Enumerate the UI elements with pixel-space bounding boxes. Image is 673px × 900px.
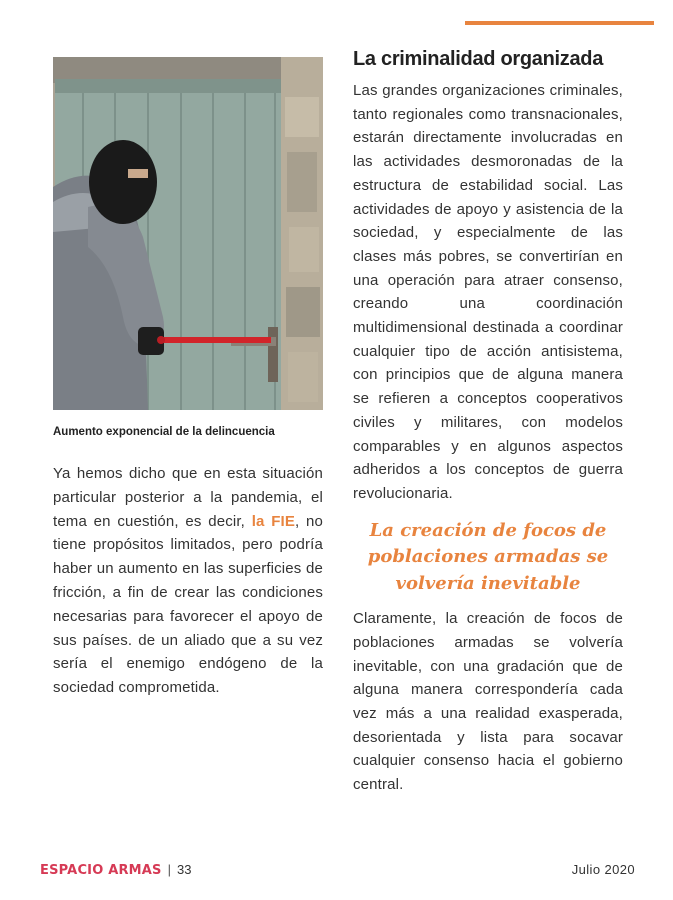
page-number: 33 — [177, 862, 192, 877]
highlight-term: la FIE — [251, 512, 295, 530]
paragraph-text-after: , no tiene propósitos limitados, pero podría haber un aumento en las superficies de fricción, a fin de crear las condiciones necesarias para favorecer el apoyo de sus países. de un aliado que a su vez sería el enemigo endógeno de la sociedad comprometida. — [53, 512, 323, 697]
photo-caption: Aumento exponencial de la delincuencia — [53, 426, 275, 438]
top-accent-rule — [465, 21, 654, 25]
footer-left — [40, 862, 191, 878]
magazine-name: ESPACIO ARMAS — [40, 863, 162, 878]
body-paragraph-2: Claramente, la creación de focos de poblaciones armadas se volvería inevitable, con una gradación que de alguna manera correspondería cada vez más a una realidad exasperada, desorientada y lista para socavar cualquier consenso hacia el gobierno central. — [353, 610, 623, 794]
issue-date: Julio 2020 — [571, 862, 635, 877]
article-photo — [53, 57, 323, 410]
body-paragraph-1: Las grandes organizaciones criminales, tanto regionales como transnacionales, estarán directamente involucradas en las actividades desmoronadas de la estructura de estabilidad social. Las actividades de apoyo y asistencia de la sociedad, y especialmente de las clases más pobres, se convertirían en una operación para atraer consenso, creando una coordinación multidimensional destinada a coordinar cualquier tipo de acción antisistema, con principios que de alguna manera se refieren a conceptos cooperativos civiles y militares, con modelos comparables y en algunos aspectos adheridos a los conceptos de guerra revolucionaria. — [353, 82, 623, 502]
right-column — [353, 48, 623, 797]
footer-separator: | — [167, 862, 172, 877]
section-title: La criminalidad organizada — [353, 48, 604, 70]
pull-quote: La creación de focos de poblaciones armadas se volvería inevitable — [367, 519, 609, 594]
left-column-paragraph — [53, 462, 323, 700]
burglar-photo-illustration — [53, 57, 323, 410]
paragraph-text-before: Ya hemos dicho que en esta situación particular posterior a la pandemia, el tema en cuestión, es decir, — [53, 465, 323, 530]
